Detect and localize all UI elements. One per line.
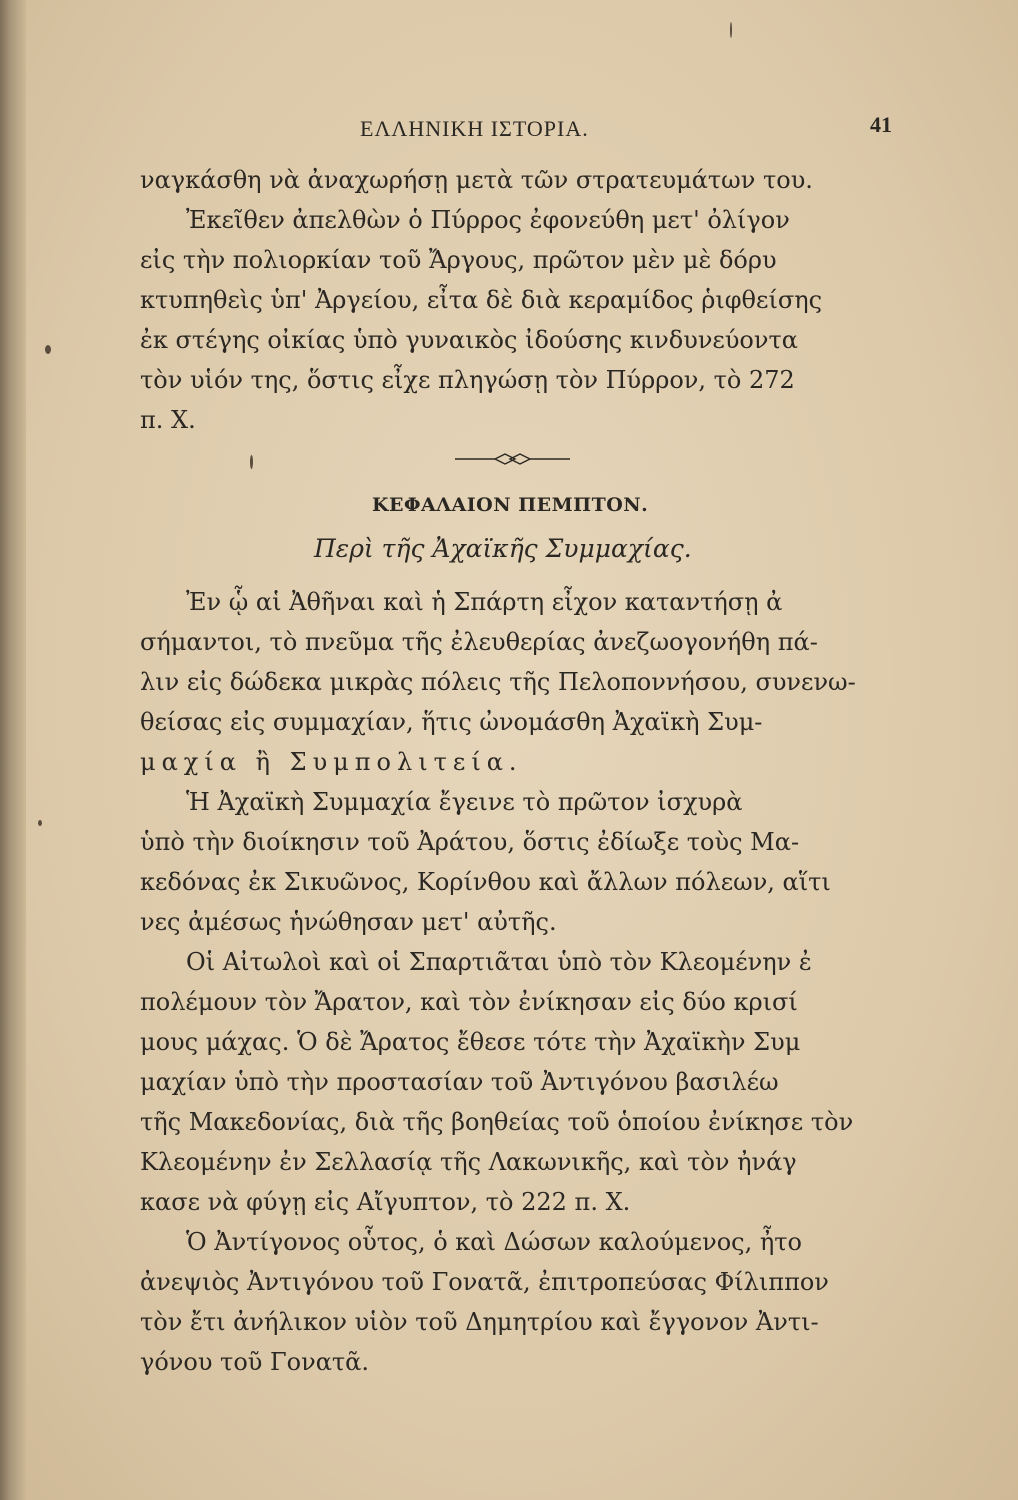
running-title: ΕΛΛΗΝΙΚΗ ΙΣΤΟΡΙΑ. xyxy=(360,116,589,141)
text-line: Ἡ Ἀχαϊκὴ Συμμαχία ἔγεινε τὸ πρῶτον ἰσχυρὰ xyxy=(186,788,743,816)
text-line: Ἐν ᾧ αἱ Ἀθῆναι καὶ ἡ Σπάρτη εἶχον καταντήσῃ ἀ xyxy=(186,588,783,616)
text-line: τῆς Μακεδονίας, διὰ τῆς βοηθείας τοῦ ὁποίου ἐνίκησε τὸν xyxy=(140,1108,854,1136)
chapter-subtitle: Περὶ τῆς Ἀχαϊκῆς Συμμαχίας. xyxy=(314,534,692,563)
text-line: κασε νὰ φύγῃ εἰς Αἴγυπτον, τὸ 222 π. Χ. xyxy=(140,1188,631,1216)
text-line: κεδόνας ἐκ Σικυῶνος, Κορίνθου καὶ ἄλλων πόλεων, αἵτι xyxy=(140,868,831,896)
text-line: Κλεομένην ἐν Σελλασίᾳ τῆς Λακωνικῆς, καὶ τὸν ἠνάγ xyxy=(140,1148,797,1176)
text-line: ἀνεψιὸς Ἀντιγόνου τοῦ Γονατᾶ, ἐπιτροπεύσας Φίλιππον xyxy=(140,1268,829,1296)
chapter-body xyxy=(140,582,900,1382)
chapter-title: ΚΕΦΑΛΑΙΟΝ ΠΕΜΠΤΟΝ. xyxy=(372,494,649,516)
text-line: μαχίαν ὑπὸ τὴν προστασίαν τοῦ Ἀντιγόνου βασιλέω xyxy=(140,1068,779,1096)
text-line: κτυπηθεὶς ὑπ' Ἀργείου, εἶτα δὲ διὰ κεραμίδος ῥιφθείσης xyxy=(140,286,823,314)
text-line: ναγκάσθη νὰ ἀναχωρήσῃ μετὰ τῶν στρατευμάτων του. xyxy=(140,166,813,194)
text-line: μαχία ἢ Συμπολιτεία. xyxy=(140,748,523,776)
page-gutter-shadow xyxy=(0,0,26,1500)
text-line: ὑπὸ τὴν διοίκησιν τοῦ Ἀράτου, ὅστις ἐδίωξε τοὺς Μα- xyxy=(140,828,800,856)
text-line: μους μάχας. Ὁ δὲ Ἄρατος ἔθεσε τότε τὴν Ἀχαϊκὴν Συμ xyxy=(140,1028,801,1056)
text-line: εἰς τὴν πολιορκίαν τοῦ Ἄργους, πρῶτον μὲν μὲ δόρυ xyxy=(140,246,777,274)
page-number: 41 xyxy=(870,112,892,137)
text-line: τὸν ἔτι ἀνήλικον υἱὸν τοῦ Δημητρίου καὶ ἔγγονον Ἀντι- xyxy=(140,1308,819,1336)
text-line: Ὁ Ἀντίγονος οὗτος, ὁ καὶ Δώσων καλούμενος, ἦτο xyxy=(186,1228,802,1256)
text-line: γόνου τοῦ Γονατᾶ. xyxy=(140,1348,370,1376)
text-line: νες ἀμέσως ἡνώθησαν μετ' αὐτῆς. xyxy=(140,908,557,936)
text-line: λιν εἰς δώδεκα μικρὰς πόλεις τῆς Πελοποννήσου, συνενω- xyxy=(140,668,856,696)
text-line: ἐκ στέγης οἰκίας ὑπὸ γυναικὸς ἰδούσης κινδυνεύοντα xyxy=(140,326,798,354)
text-line: Ἐκεῖθεν ἀπελθὼν ὁ Πύρρος ἐφονεύθη μετ' ὀλίγον xyxy=(186,206,790,234)
text-line: τὸν υἱόν της, ὅστις εἶχε πληγώσῃ τὸν Πύρρον, τὸ 272 xyxy=(140,366,795,394)
continued-paragraph xyxy=(140,160,900,440)
running-head xyxy=(0,112,1018,152)
section-divider-ornament xyxy=(455,452,570,466)
text-line: πολέμουν τὸν Ἄρατον, καὶ τὸν ἐνίκησαν εἰς δύο κρισί xyxy=(140,988,798,1016)
text-line: π. Χ. xyxy=(140,406,196,434)
text-line: Οἱ Αἰτωλοὶ καὶ οἱ Σπαρτιᾶται ὑπὸ τὸν Κλεομένην ἐ xyxy=(186,948,812,976)
text-line: σήμαντοι, τὸ πνεῦμα τῆς ἐλευθερίας ἀνεζωογονήθη πά- xyxy=(140,628,818,656)
text-line: θείσας εἰς συμμαχίαν, ἥτις ὠνομάσθη Ἀχαϊκὴ Συμ- xyxy=(140,708,763,736)
